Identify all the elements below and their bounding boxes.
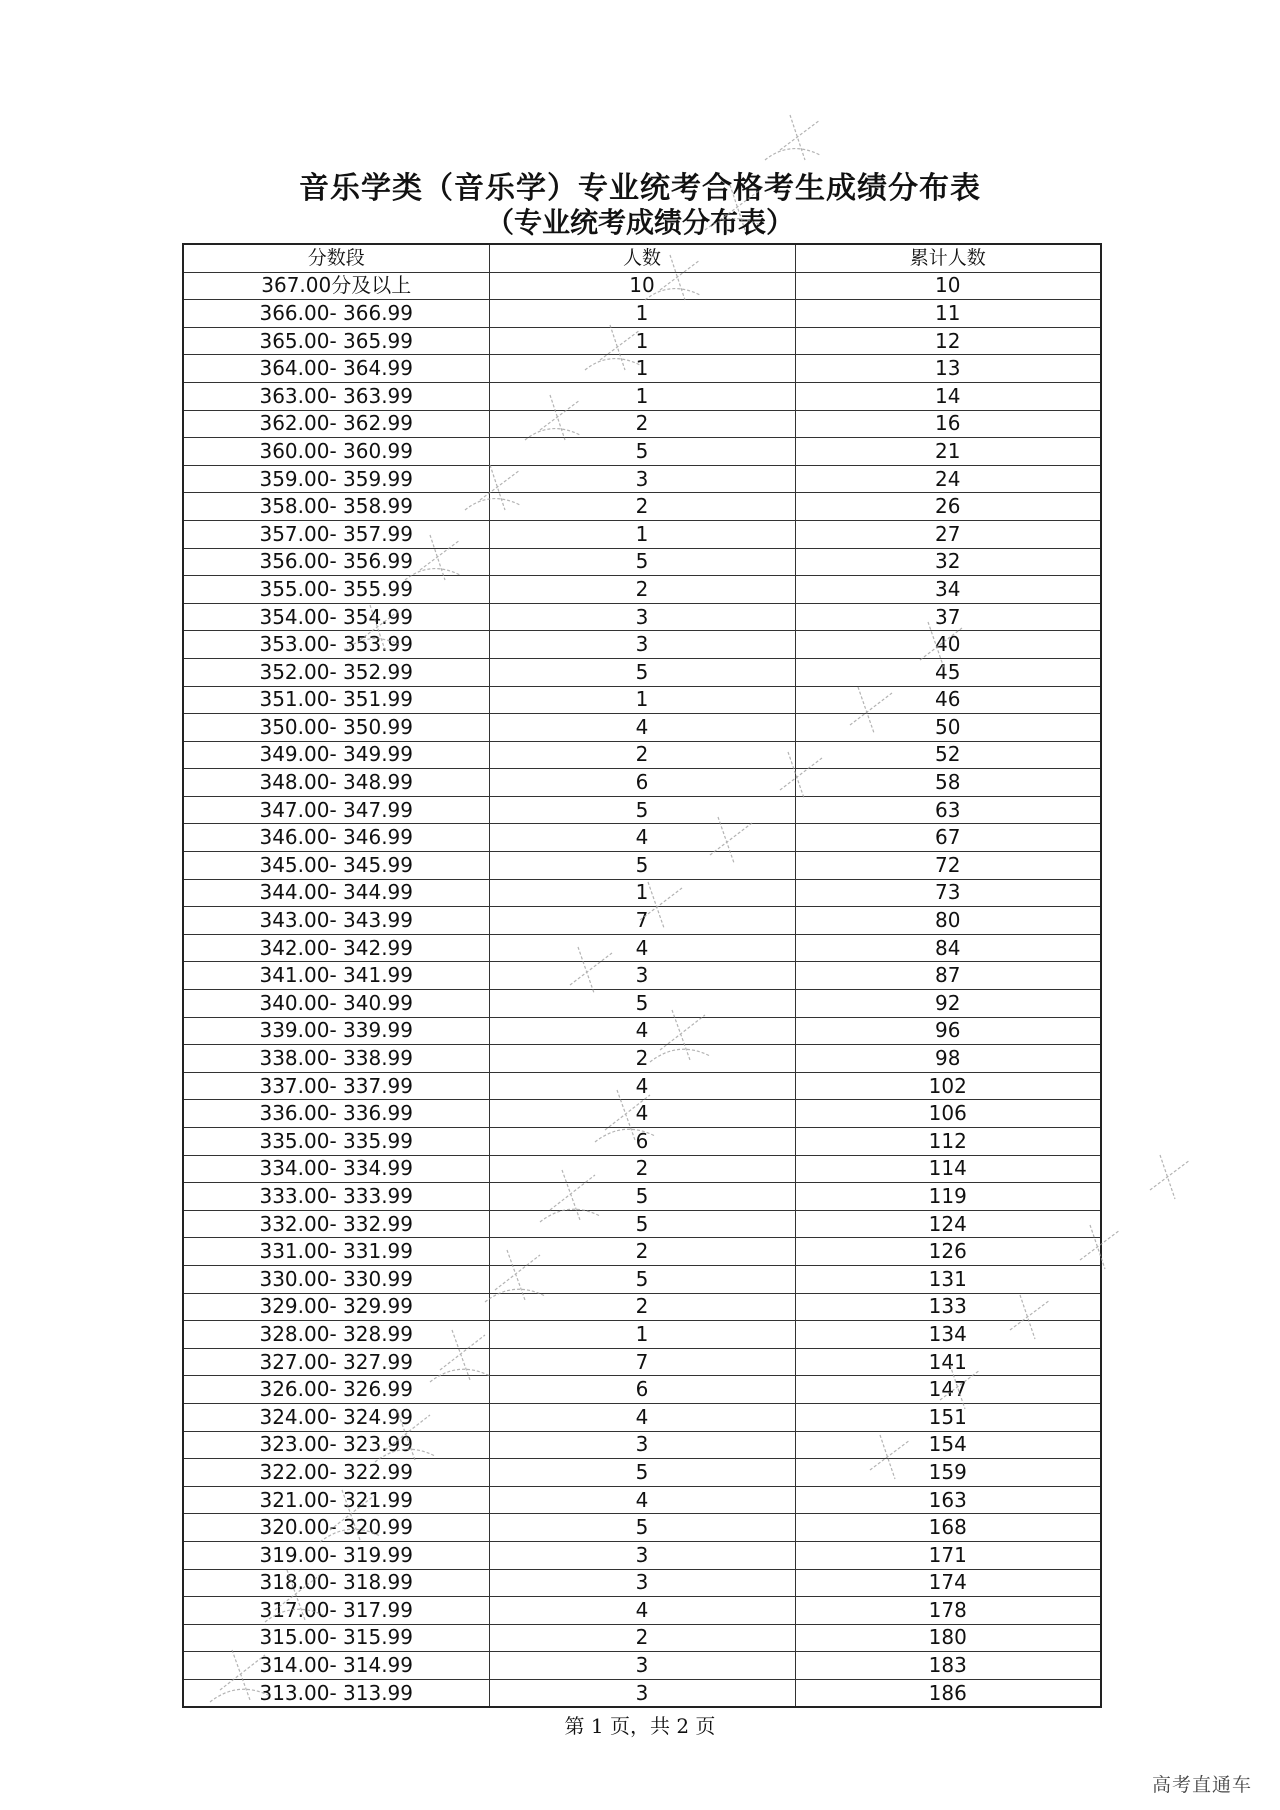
cell-cumulative: 119 [795,1183,1101,1211]
cell-score-range: 314.00- 314.99 [183,1652,489,1680]
cell-count: 1 [489,382,795,410]
header-score-range: 分数段 [183,244,489,272]
brand-label: 高考直通车 [1151,1774,1252,1796]
table-row [183,1569,1101,1597]
cell-cumulative: 73 [795,879,1101,907]
cell-score-range: 328.00- 328.99 [183,1321,489,1349]
cell-cumulative: 124 [795,1210,1101,1238]
cell-count: 4 [489,1017,795,1045]
table-row [183,1238,1101,1266]
cell-score-range: 363.00- 363.99 [183,382,489,410]
cell-cumulative: 37 [795,603,1101,631]
cell-count: 7 [489,907,795,935]
table-row [183,1403,1101,1431]
table-row [183,907,1101,935]
page-footer: 第 1 页，共 2 页 [564,1714,716,1738]
table-row [183,1265,1101,1293]
table-row [183,300,1101,328]
table-row [183,355,1101,383]
cell-score-range: 317.00- 317.99 [183,1597,489,1625]
cell-score-range: 333.00- 333.99 [183,1183,489,1211]
cell-count: 4 [489,1100,795,1128]
table-body [183,272,1101,1707]
cell-cumulative: 102 [795,1072,1101,1100]
table-row [183,658,1101,686]
cell-count: 4 [489,1597,795,1625]
cell-cumulative: 186 [795,1679,1101,1707]
table-row [183,1486,1101,1514]
cell-score-range: 335.00- 335.99 [183,1128,489,1156]
cell-cumulative: 52 [795,741,1101,769]
table-row [183,410,1101,438]
cell-score-range: 343.00- 343.99 [183,907,489,935]
table-row [183,465,1101,493]
cell-count: 6 [489,769,795,797]
table-row [183,1431,1101,1459]
cell-count: 10 [489,272,795,300]
cell-cumulative: 159 [795,1459,1101,1487]
cell-count: 3 [489,631,795,659]
cell-score-range: 353.00- 353.99 [183,631,489,659]
page-subtitle: （专业统考成绩分布表） [485,206,794,239]
cell-cumulative: 154 [795,1431,1101,1459]
cell-cumulative: 92 [795,990,1101,1018]
score-distribution-table [182,243,1102,1708]
cell-count: 7 [489,1348,795,1376]
cell-count: 2 [489,576,795,604]
cell-score-range: 340.00- 340.99 [183,990,489,1018]
cell-count: 4 [489,934,795,962]
cell-cumulative: 11 [795,300,1101,328]
cell-cumulative: 80 [795,907,1101,935]
table-row [183,1679,1101,1707]
cell-score-range: 337.00- 337.99 [183,1072,489,1100]
table-row [183,1045,1101,1073]
table-row [183,1652,1101,1680]
cell-count: 3 [489,1679,795,1707]
table-row [183,1541,1101,1569]
cell-count: 1 [489,327,795,355]
cell-count: 5 [489,548,795,576]
cell-cumulative: 12 [795,327,1101,355]
cell-cumulative: 151 [795,1403,1101,1431]
table-row [183,1210,1101,1238]
table-row [183,1459,1101,1487]
cell-score-range: 350.00- 350.99 [183,714,489,742]
cell-score-range: 336.00- 336.99 [183,1100,489,1128]
table-row [183,1072,1101,1100]
table-row [183,796,1101,824]
table-row [183,934,1101,962]
cell-cumulative: 14 [795,382,1101,410]
cell-score-range: 356.00- 356.99 [183,548,489,576]
cell-score-range: 318.00- 318.99 [183,1569,489,1597]
table-row [183,1155,1101,1183]
cell-cumulative: 13 [795,355,1101,383]
cell-score-range: 322.00- 322.99 [183,1459,489,1487]
cell-score-range: 329.00- 329.99 [183,1293,489,1321]
cell-count: 4 [489,714,795,742]
cell-count: 3 [489,1652,795,1680]
cell-cumulative: 96 [795,1017,1101,1045]
cell-score-range: 339.00- 339.99 [183,1017,489,1045]
table-row [183,382,1101,410]
cell-score-range: 324.00- 324.99 [183,1403,489,1431]
cell-score-range: 349.00- 349.99 [183,741,489,769]
cell-score-range: 326.00- 326.99 [183,1376,489,1404]
cell-score-range: 330.00- 330.99 [183,1265,489,1293]
cell-score-range: 359.00- 359.99 [183,465,489,493]
cell-score-range: 360.00- 360.99 [183,438,489,466]
table-row [183,327,1101,355]
cell-score-range: 366.00- 366.99 [183,300,489,328]
cell-score-range: 355.00- 355.99 [183,576,489,604]
table-row [183,1100,1101,1128]
cell-score-range: 323.00- 323.99 [183,1431,489,1459]
table-row [183,741,1101,769]
cell-cumulative: 106 [795,1100,1101,1128]
cell-count: 2 [489,410,795,438]
table-header-row [183,244,1101,272]
cell-count: 2 [489,1045,795,1073]
cell-cumulative: 58 [795,769,1101,797]
cell-cumulative: 87 [795,962,1101,990]
cell-count: 1 [489,300,795,328]
table-row [183,1597,1101,1625]
cell-score-range: 344.00- 344.99 [183,879,489,907]
cell-score-range: 354.00- 354.99 [183,603,489,631]
cell-cumulative: 26 [795,493,1101,521]
cell-count: 5 [489,852,795,880]
table-row [183,714,1101,742]
cell-cumulative: 147 [795,1376,1101,1404]
cell-count: 1 [489,686,795,714]
cell-cumulative: 126 [795,1238,1101,1266]
cell-count: 4 [489,1403,795,1431]
cell-score-range: 321.00- 321.99 [183,1486,489,1514]
page-title: 音乐学类（音乐学）专业统考合格考生成绩分布表 [299,171,981,206]
cell-score-range: 315.00- 315.99 [183,1624,489,1652]
cell-cumulative: 141 [795,1348,1101,1376]
cell-cumulative: 183 [795,1652,1101,1680]
cell-cumulative: 131 [795,1265,1101,1293]
cell-score-range: 341.00- 341.99 [183,962,489,990]
cell-cumulative: 40 [795,631,1101,659]
cell-score-range: 332.00- 332.99 [183,1210,489,1238]
cell-cumulative: 180 [795,1624,1101,1652]
cell-score-range: 348.00- 348.99 [183,769,489,797]
cell-score-range: 351.00- 351.99 [183,686,489,714]
cell-count: 2 [489,1624,795,1652]
cell-count: 2 [489,741,795,769]
table-row [183,1376,1101,1404]
table-row [183,548,1101,576]
cell-cumulative: 27 [795,520,1101,548]
cell-count: 5 [489,1183,795,1211]
cell-score-range: 345.00- 345.99 [183,852,489,880]
cell-count: 1 [489,879,795,907]
cell-cumulative: 32 [795,548,1101,576]
cell-cumulative: 112 [795,1128,1101,1156]
cell-cumulative: 168 [795,1514,1101,1542]
cell-score-range: 331.00- 331.99 [183,1238,489,1266]
cell-score-range: 362.00- 362.99 [183,410,489,438]
cell-count: 1 [489,1321,795,1349]
table-row [183,493,1101,521]
header-count: 人数 [489,244,795,272]
cell-score-range: 347.00- 347.99 [183,796,489,824]
table-row [183,769,1101,797]
cell-cumulative: 45 [795,658,1101,686]
cell-count: 5 [489,1514,795,1542]
table-row [183,1293,1101,1321]
cell-count: 6 [489,1128,795,1156]
cell-count: 6 [489,1376,795,1404]
cell-score-range: 352.00- 352.99 [183,658,489,686]
cell-score-range: 319.00- 319.99 [183,1541,489,1569]
cell-cumulative: 84 [795,934,1101,962]
cell-count: 2 [489,493,795,521]
table-row [183,962,1101,990]
cell-cumulative: 163 [795,1486,1101,1514]
cell-cumulative: 171 [795,1541,1101,1569]
cell-cumulative: 98 [795,1045,1101,1073]
table-row [183,272,1101,300]
cell-score-range: 364.00- 364.99 [183,355,489,383]
table-row [183,1017,1101,1045]
cell-score-range: 338.00- 338.99 [183,1045,489,1073]
cell-count: 2 [489,1238,795,1266]
cell-count: 5 [489,990,795,1018]
cell-score-range: 358.00- 358.99 [183,493,489,521]
cell-score-range: 320.00- 320.99 [183,1514,489,1542]
table-row [183,576,1101,604]
cell-score-range: 365.00- 365.99 [183,327,489,355]
cell-count: 4 [489,1486,795,1514]
cell-count: 1 [489,355,795,383]
table-row [183,852,1101,880]
cell-cumulative: 72 [795,852,1101,880]
cell-cumulative: 134 [795,1321,1101,1349]
cell-cumulative: 46 [795,686,1101,714]
cell-cumulative: 50 [795,714,1101,742]
cell-count: 4 [489,1072,795,1100]
cell-score-range: 346.00- 346.99 [183,824,489,852]
cell-count: 5 [489,1210,795,1238]
cell-count: 5 [489,796,795,824]
cell-score-range: 342.00- 342.99 [183,934,489,962]
table-row [183,1321,1101,1349]
table-row [183,631,1101,659]
cell-count: 2 [489,1155,795,1183]
cell-score-range: 367.00分及以上 [183,272,489,300]
table-row [183,1348,1101,1376]
cell-count: 4 [489,824,795,852]
cell-count: 2 [489,1293,795,1321]
cell-cumulative: 114 [795,1155,1101,1183]
table-row [183,438,1101,466]
cell-cumulative: 10 [795,272,1101,300]
cell-count: 3 [489,1541,795,1569]
cell-score-range: 334.00- 334.99 [183,1155,489,1183]
table-row [183,990,1101,1018]
cell-cumulative: 174 [795,1569,1101,1597]
cell-cumulative: 63 [795,796,1101,824]
cell-count: 3 [489,1569,795,1597]
table-row [183,603,1101,631]
cell-count: 3 [489,1431,795,1459]
cell-score-range: 327.00- 327.99 [183,1348,489,1376]
cell-cumulative: 178 [795,1597,1101,1625]
header-cumulative: 累计人数 [795,244,1101,272]
cell-count: 5 [489,1459,795,1487]
cell-cumulative: 34 [795,576,1101,604]
cell-cumulative: 21 [795,438,1101,466]
cell-count: 3 [489,603,795,631]
cell-count: 5 [489,438,795,466]
cell-cumulative: 16 [795,410,1101,438]
cell-count: 3 [489,465,795,493]
cell-count: 5 [489,1265,795,1293]
cell-cumulative: 67 [795,824,1101,852]
cell-cumulative: 133 [795,1293,1101,1321]
table-row [183,1128,1101,1156]
cell-score-range: 357.00- 357.99 [183,520,489,548]
table-row [183,824,1101,852]
table-row [183,686,1101,714]
cell-score-range: 313.00- 313.99 [183,1679,489,1707]
table-row [183,520,1101,548]
cell-count: 1 [489,520,795,548]
table-row [183,1624,1101,1652]
table-row [183,879,1101,907]
cell-cumulative: 24 [795,465,1101,493]
table-row [183,1514,1101,1542]
cell-count: 3 [489,962,795,990]
table-row [183,1183,1101,1211]
cell-count: 5 [489,658,795,686]
